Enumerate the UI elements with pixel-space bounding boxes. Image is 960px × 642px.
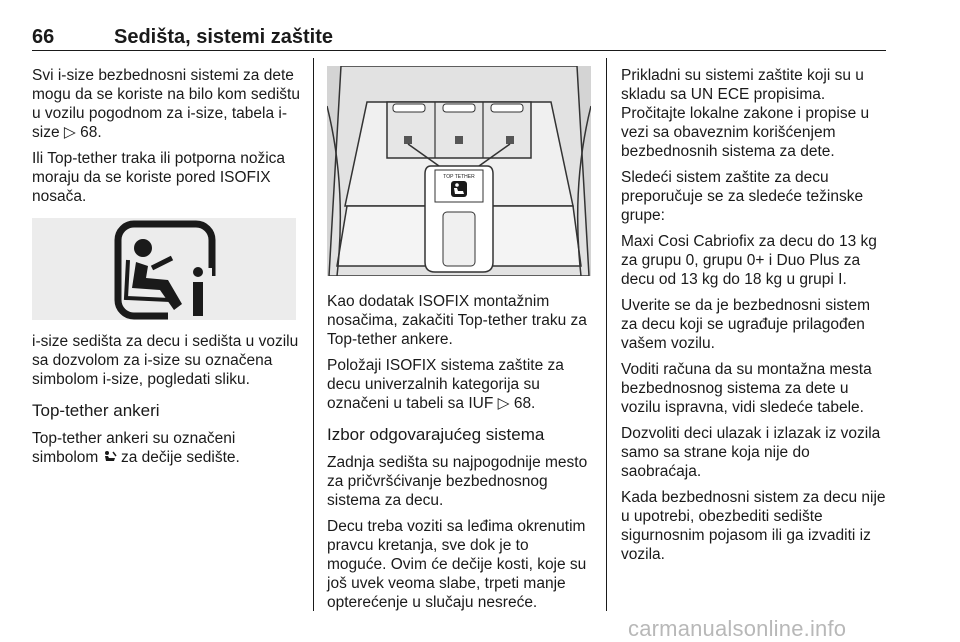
paragraph-weight-groups: Sledeći sistem zaštite za decu preporučuje se za sledeće težinske grupe: bbox=[621, 169, 864, 224]
trunk-top-tether-figure bbox=[327, 66, 591, 276]
header-rule bbox=[32, 50, 886, 51]
isize-symbol-figure bbox=[32, 218, 296, 320]
page-number: 66 bbox=[32, 26, 55, 48]
column-divider-left bbox=[313, 58, 314, 611]
column-right bbox=[621, 66, 889, 571]
isize-symbol-icon bbox=[32, 218, 296, 320]
heading-top-tether-anchors: Top-tether ankeri bbox=[32, 401, 160, 420]
top-tether-symbol-icon bbox=[103, 450, 117, 463]
trunk-label: TOP TETHER bbox=[443, 174, 475, 180]
column-middle bbox=[327, 292, 591, 619]
paragraph-maxi-cosi: Maxi Cosi Cabriofix za decu do 13 kg za grupu 0, grupu 0+ i Duo Plus za decu od 13 kg do 18 kg u grupi I. bbox=[621, 233, 877, 288]
paragraph-isofix-positions: Položaji ISOFIX sistema zaštite za decu univerzalnih kategorija su označeni u tabeli sa IUF ▷ 68. bbox=[327, 357, 564, 412]
trunk-illustration bbox=[327, 66, 591, 276]
paragraph-attach-top-tether: Kao dodatak ISOFIX montažnim nosačima, zakačiti Top-tether traku za Top-tether ankere. bbox=[327, 293, 587, 348]
column-divider-right bbox=[606, 58, 607, 611]
paragraph-top-tether-marking: Top-tether ankeri su označeni simbolom za dečije sedište. bbox=[32, 430, 240, 466]
paragraph-exit-side: Dozvoliti deci ulazak i izlazak iz vozila samo sa strane koja nije do saobraćaja. bbox=[621, 425, 881, 480]
heading-choosing-system: Izbor odgovarajućeg sistema bbox=[327, 425, 545, 444]
paragraph-top-tether-or-leg: Ili Top-tether traka ili potporna nožica moraju da se koriste pored ISOFIX nosača. bbox=[32, 150, 286, 205]
paragraph-isize-usage: Svi i-size bezbednosni sistemi za dete mogu da se koriste na bilo kom sedištu u vozilu pogodnom za i-size, tabela i-size ▷ 68. bbox=[32, 67, 300, 141]
paragraph-isize-marking: i-size sedišta za decu i sedišta u vozilu sa dozvolom za i-size su označena simbolom i-size, pogledati sliku. bbox=[32, 333, 299, 388]
paragraph-un-ece: Prikladni su sistemi zaštite koji su u skladu sa UN ECE propisima. Pročitajte lokalne zakone i propise u vezi sa obaveznim korišćenjem bezbednosnih sistema za dete. bbox=[621, 67, 870, 160]
paragraph-rear-seats: Zadnja sedišta su najpogodnije mesto za pričvršćivanje bezbednosnog sistema za decu. bbox=[327, 454, 588, 509]
paragraph-mounting-points: Voditi računa da su montažna mesta bezbednosnog sistema za dete u vozilu ispravna, vidi sledeće tabele. bbox=[621, 361, 872, 416]
page-title: Sedišta, sistemi zaštite bbox=[114, 26, 333, 48]
column-left bbox=[32, 66, 300, 474]
page-header bbox=[32, 26, 886, 52]
watermark: carmanualsonline.info bbox=[628, 616, 847, 641]
paragraph-fit-vehicle: Uverite se da je bezbednosni sistem za decu koji se ugrađuje prilagođen vašem vozilu. bbox=[621, 297, 870, 352]
paragraph-not-in-use: Kada bezbednosni sistem za decu nije u upotrebi, obezbediti sedište sigurnosnim pojasom ili ga izvaditi iz vozila. bbox=[621, 489, 886, 563]
paragraph-rear-facing: Decu treba voziti sa leđima okrenutim pravcu kretanja, sve dok je to moguće. Ovim će dečije kosti, koje su još uvek veoma slabe, trpeti manje opterećenje u slučaju nesreće. bbox=[327, 518, 587, 611]
